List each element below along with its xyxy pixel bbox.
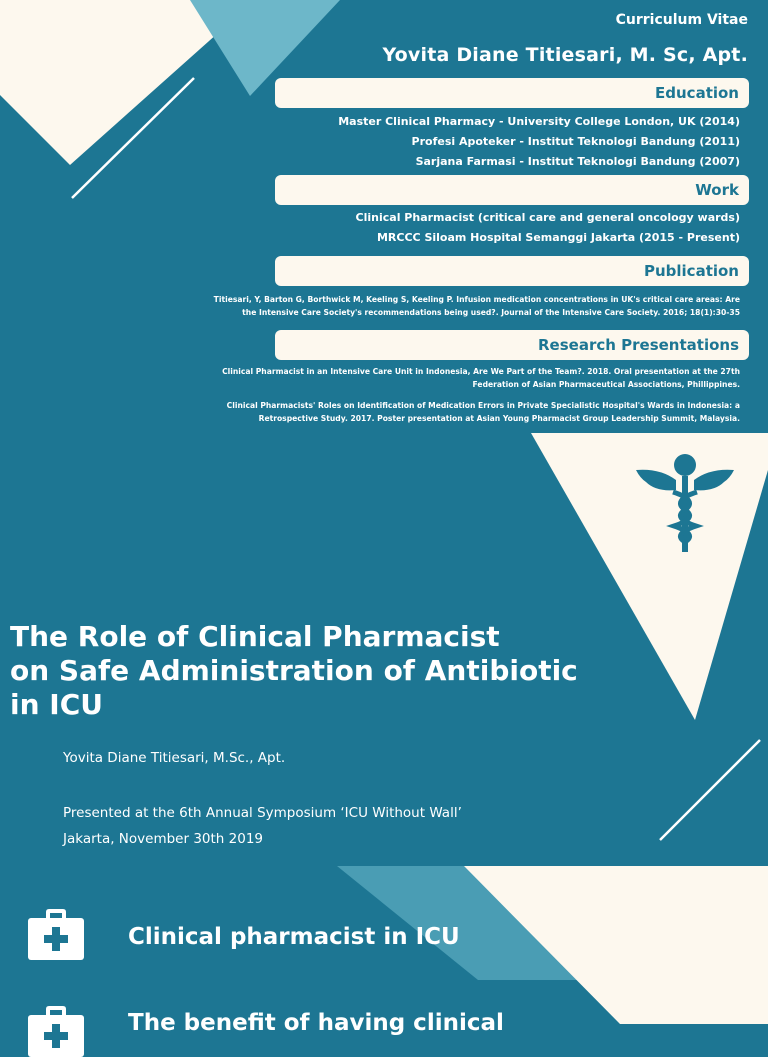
title-line: The Role of Clinical Pharmacist: [10, 620, 500, 653]
education-list: [338, 112, 740, 172]
presented-line: Jakarta, November 30th 2019: [63, 831, 264, 847]
cv-label: Curriculum Vitae: [615, 12, 748, 28]
caduceus-icon: [632, 452, 742, 552]
education-line: Profesi Apoteker - Institut Teknologi Bandung (2011): [411, 135, 740, 148]
research-line: Federation of Asian Pharmaceutical Associations, Phillippines.: [472, 380, 740, 389]
work-heading: Work: [275, 175, 749, 205]
work-list: [356, 208, 740, 248]
research-heading: Research Presentations: [275, 330, 749, 360]
medical-kit-icon: [28, 908, 84, 960]
education-line: Master Clinical Pharmacy - University College London, UK (2014): [338, 115, 740, 128]
cv-name: Yovita Diane Titiesari, M. Sc, Apt.: [382, 44, 748, 66]
research-line: Retrospective Study. 2017. Poster presentation at Asian Young Pharmacist Group Leadership Summit, Malaysia.: [258, 414, 740, 423]
publication-line: Titiesari, Y, Barton G, Borthwick M, Keeling S, Keeling P. Infusion medication concentrations in UK's critical care areas: Are: [213, 295, 740, 304]
publication-text: [90, 293, 740, 319]
presentation-title: [10, 620, 670, 722]
research-line: Clinical Pharmacists' Roles on Identification of Medication Errors in Private Specialistic Hospital's Wards in Indonesia: a: [226, 401, 740, 410]
title-line: on Safe Administration of Antibiotic: [10, 654, 578, 687]
agenda-item-2: The benefit of having clinical: [128, 1010, 504, 1036]
research-item: [90, 399, 740, 425]
work-line: MRCCC Siloam Hospital Semanggi Jakarta (2015 - Present): [376, 231, 740, 244]
agenda-item-1: Clinical pharmacist in ICU: [128, 924, 460, 950]
education-heading: Education: [275, 78, 749, 108]
publication-heading: Publication: [275, 256, 749, 286]
presented-line: Presented at the 6th Annual Symposium ‘ICU Without Wall’: [63, 805, 462, 821]
research-list: [90, 365, 740, 433]
work-line: Clinical Pharmacist (critical care and general oncology wards): [355, 211, 740, 224]
education-line: Sarjana Farmasi - Institut Teknologi Bandung (2007): [415, 155, 740, 168]
white-diagonal-line-right: [660, 740, 760, 840]
research-item: [90, 365, 740, 391]
publication-line: the Intensive Care Society's recommendations being used?. Journal of the Intensive Care Society. 2016; 18(1):30-35: [242, 308, 740, 317]
presented-info: [63, 800, 462, 852]
title-line: in ICU: [10, 688, 103, 721]
research-line: Clinical Pharmacist in an Intensive Care Unit in Indonesia, Are We Part of the Team?. 2018. Oral presentation at the 27th: [222, 367, 740, 376]
medical-kit-icon: [28, 1005, 84, 1057]
author: Yovita Diane Titiesari, M.Sc., Apt.: [63, 750, 286, 766]
